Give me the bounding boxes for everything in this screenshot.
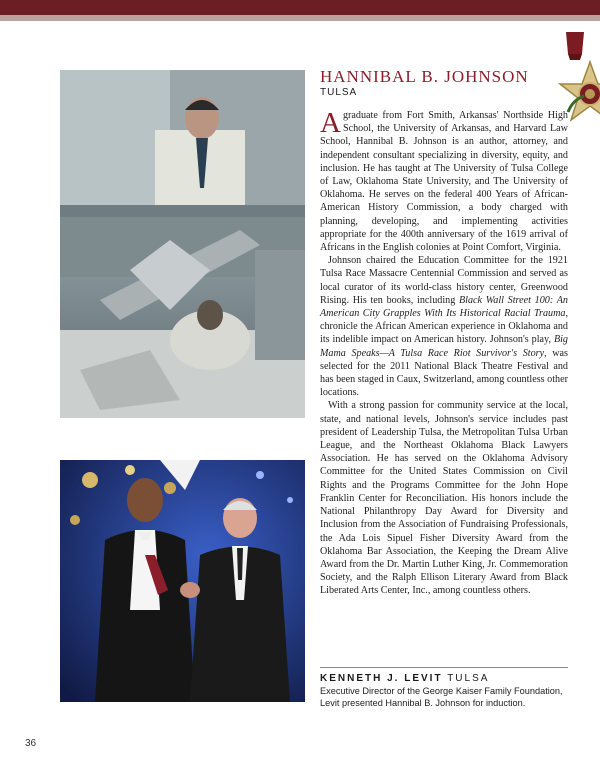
profile-name: HANNIBAL B. JOHNSON [320, 67, 529, 86]
bio-paragraph-2 [320, 254, 568, 399]
book-title: Black Wall Street 100: An American City Grapples With Its Historical Racial Trauma [320, 294, 568, 320]
caption-heading [320, 673, 489, 684]
presenter-city: TULSA [447, 673, 490, 684]
bio-paragraph-1-text: graduate from Fort Smith, Arkansas' Northside High School, the University of Arkansas, and Harvard Law School, Hannibal B. Johnson is an author, attorney, and independent consultant specializing in diversity, equity, and inclusion. He has taught at The University of Tulsa College of Law, Oklahoma State University, and The University of Oklahoma. He serves on the federal 400 Years of African-American History Commission, a body charged with planning, developing, and implementing activities appropriate for the 400th anniversary of the 1619 arrival of Africans in the English colonies at Point Comfort, Virginia. [320, 110, 568, 254]
photo-caption [320, 686, 580, 709]
bio-paragraph-2-text-c: , chronicle the African American experience in Oklahoma and its indelible impact on American history. Johnson's play, [320, 308, 568, 346]
bio-paragraph-2-text-a: Johnson chaired the Education Committee for the 1921 Tulsa Race Massacre Centennial Commission and served as local curator of its world-class history center, Greenwood Rising. His ten books, including [320, 255, 568, 306]
header-band-accent [0, 15, 600, 21]
bio-paragraph-3: With a strong passion for community service at the local, state, and national levels, Johnson's service includes past president of Leadership Tulsa, the Metropolitan Tulsa Urban League, and the Northeast Oklahoma Black Lawyers Association. He has served on the Oklahoma Advisory Committee for the United States Commission on Civil Rights and the Programs Committee for the John Hope Franklin Center for Reconciliation. His honors include the National Philanthropy Day Award for Diversity and Inclusion from the Association of Fundraising Professionals, the Ada Lois Sipuel Fisher Diversity Award from the Oklahoma Bar Association, the Keeping the Dream Alive Award from the Dr. Martin Luther King, Jr. Commemoration Society, and the Ralph Ellison Literary Award from Black Liberated Arts Center, Inc., among countless others. [320, 400, 568, 597]
profile-city: TULSA [320, 87, 358, 98]
page-number: 36 [25, 738, 37, 749]
caption-divider [320, 667, 568, 668]
biography [320, 109, 568, 598]
play-title: Big Mama Speaks—A Tulsa Race Riot Survivor's Story [320, 334, 568, 359]
caption-line-1: Executive Director of the George Kaiser Family Foundation, [320, 686, 563, 696]
portrait-photo [60, 70, 305, 418]
bio-paragraph-2-text-e: , was selected for the 2011 National Black Theatre Festival and has been staged in Caux, Switzerland, among countless other locations. [320, 347, 568, 399]
award-photo [60, 460, 305, 702]
drop-cap: A [320, 107, 341, 139]
caption-line-2: Levit presented Hannibal B. Johnson for induction. [320, 697, 526, 708]
bio-paragraph-1 [320, 109, 568, 254]
presenter-name: KENNETH J. LEVIT [320, 673, 443, 684]
header-band [0, 0, 600, 15]
